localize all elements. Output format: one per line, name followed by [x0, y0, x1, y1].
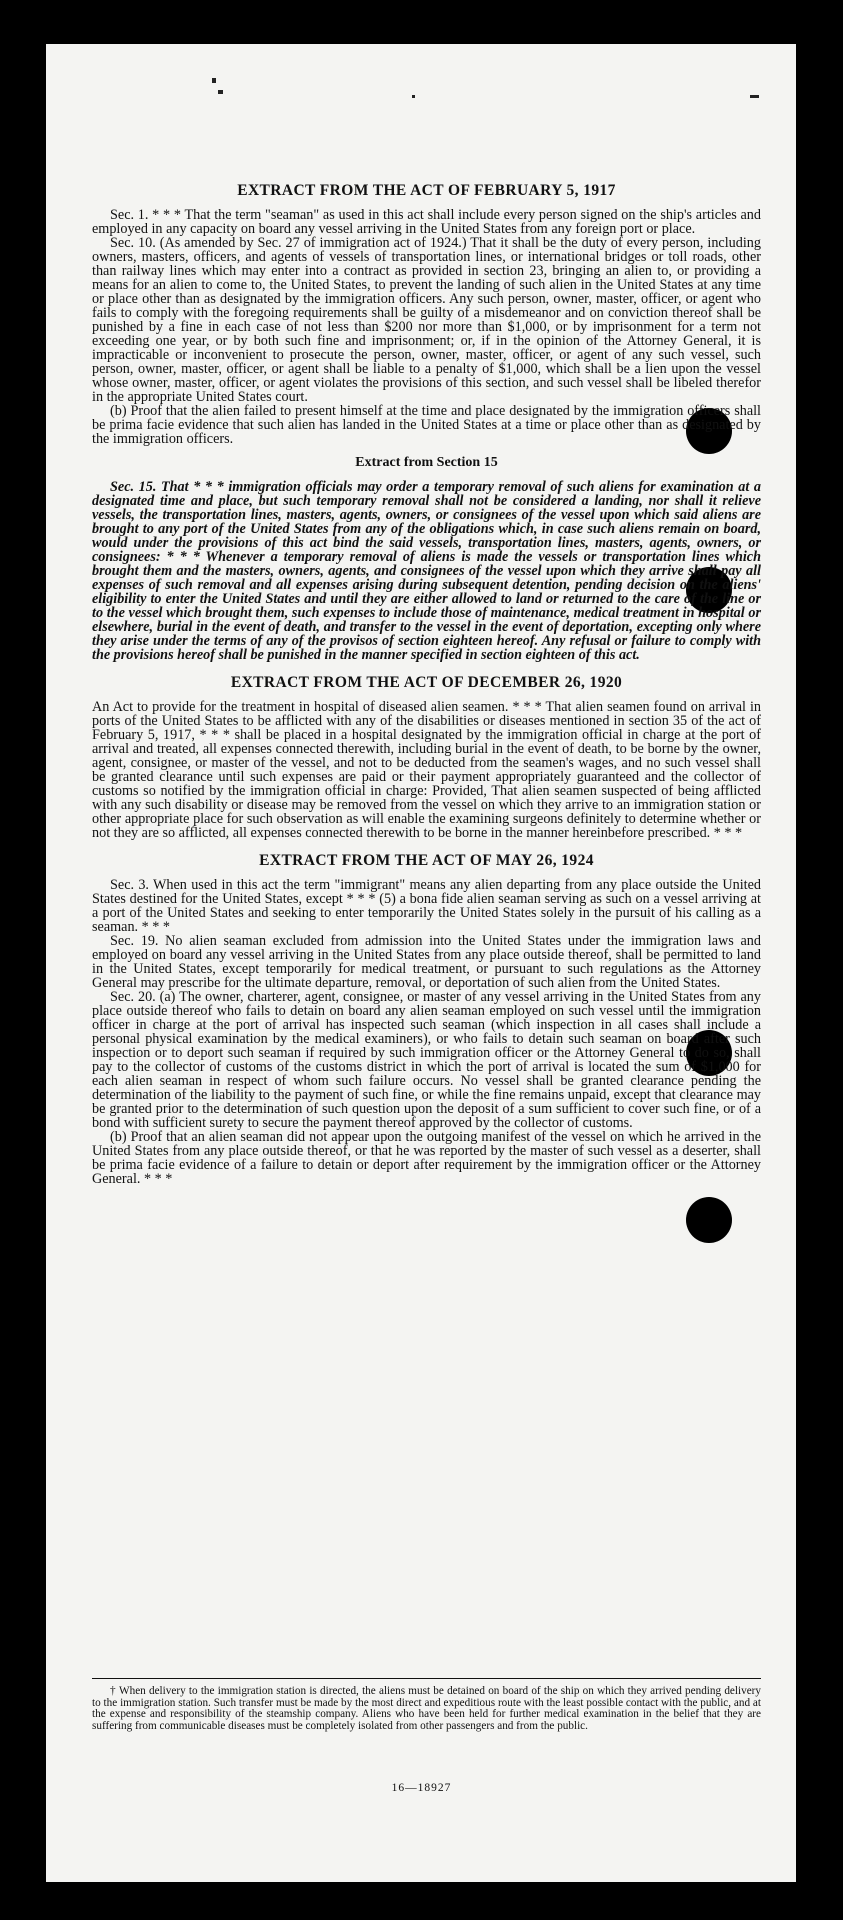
scan-speck: [412, 95, 415, 98]
act-1924-heading: EXTRACT FROM THE ACT OF MAY 26, 1924: [259, 852, 594, 869]
sec-1-paragraph: Sec. 1. * * * That the term "seaman" as used in this act shall include every person signed on the ship's articles and employed in any capacity on board any vessel arriving in the United States from any foreign port or place.: [92, 207, 761, 237]
sec-10-paragraph: Sec. 10. (As amended by Sec. 27 of immigration act of 1924.) That it shall be the duty of every person, including owners, masters, officers, and agents of vessels of transportation lines, or international bridges or toll roads, other than railway lines which may enter into a contract as provided in section 23, bringing an alien to, or providing a means for an alien to come to, the United States, to prevent the landing of such alien in the United States at any time or place other than as designated by the immigration officers. Any such person, owner, master, officer, or agent who fails to comply with the foregoing requirements shall be guilty of a misdemeanor and on conviction thereof shall be punished by a fine in each case of not less than $200 nor more than $1,000, or by imprisonment for a term not exceeding one year, or by both such fine and imprisonment; or, if in the opinion of the Attorney General, it is impracticable or inconvenient to prosecute the person, owner, master, officer, or agent of any such vessel, such person, owner, master, officer, or agent shall be liable to a penalty of $1,000, which shall be a lien upon the vessel whose owner, master, officer, or agent violates the provisions of this section, and such vessel shall be libeled therefor in the appropriate United States court.: [92, 235, 761, 405]
sec-19-paragraph: Sec. 19. No alien seaman excluded from admission into the United States under the immigration laws and employed on board any vessel arriving in the United States from any place outside thereof, shall be permitted to land in the United States, except temporarily for medical treatment, or pursuant to such regulations as the Attorney General may prescribe for the ultimate departure, removal, or deportation of such alien from the United States.: [92, 933, 761, 991]
scan-speck: [212, 78, 216, 83]
act-1917-heading: EXTRACT FROM THE ACT OF FEBRUARY 5, 1917: [237, 182, 616, 199]
sec-15-paragraph: Sec. 15. That * * * immigration officials may order a temporary removal of such aliens for examination at a designated time and place, but such temporary removal shall not be considered a landing, nor shall it relieve vessels, the transportation lines, masters, agents, owners, or consignees of the vessel upon which said aliens are brought to any port of the United States from any of the obligations which, in case such aliens remain on board, would under the provisions of this act bind the said vessels, transportation lines, masters, agents, owners, or consignees: * * * Whenever a temporary removal of aliens is made the vessels or transportation lines which brought them and the masters, owners, agents, and consignees of the vessel upon which they arrive shall pay all expenses of such removal and all expenses arising during subsequent detention, pending decision on the aliens' eligibility to enter the United States and until they are either allowed to land or returned to the care of the line or to the vessel which brought them, such expenses to include those of maintenance, medical treatment in hospital or elsewhere, burial in the event of death, and transfer to the vessel in the event of deportation, excepting only where they arise under the terms of any of the provisos of section eighteen hereof. Any refusal or failure to comply with the provisions hereof shall be punished in the manner specified in section eighteen of this act.: [92, 479, 761, 663]
footnote-divider: [92, 1678, 761, 1679]
document-body: [92, 184, 761, 1186]
scan-speck: [218, 90, 223, 94]
page-number: 16—18927: [391, 1782, 452, 1794]
section-15-heading: Extract from Section 15: [355, 455, 498, 470]
act-1920-heading: EXTRACT FROM THE ACT OF DECEMBER 26, 1920: [230, 674, 623, 691]
scan-speck: [750, 95, 759, 98]
sec-20-b-paragraph: (b) Proof that an alien seaman did not appear upon the outgoing manifest of the vessel on which he arrived in the United States from any place outside thereof, or that he was reported by the master of such vessel as a deserter, shall be prima facie evidence of a failure to detain or deport after requirement by the immigration officer or the Attorney General. * * *: [92, 1129, 761, 1187]
act-1920-paragraph: An Act to provide for the treatment in hospital of diseased alien seamen. * * * That alien seamen found on arrival in ports of the United States to be afflicted with any of the disabilities or diseases mentioned in section 35 of the act of February 5, 1917, * * * shall be placed in a hospital designated by the immigration official in charge at the port of arrival and treated, all expenses connected therewith, including burial in the event of death, to be borne by the owner, agent, consignee, or master of the vessel, and not to be deducted from the seamen's wages, and no such vessel shall be granted clearance until such expenses are paid or their payment appropriately guaranteed and the collector of customs so notified by the immigration official in charge: Provided, That alien seamen suspected of being afflicted with any such disability or disease may be removed from the vessel on which they arrive to an immigration station or other appropriate place for such observation as will enable the examining surgeons definitely to determine whether or not they are so afflicted, all expenses connected therewith to be borne in the manner hereinbefore prescribed. * * *: [92, 699, 761, 841]
sec-3-paragraph: Sec. 3. When used in this act the term "immigrant" means any alien departing from any place outside the United States destined for the United States, except * * * (5) a bona fide alien seaman serving as such on a vessel arriving at a port of the United States and seeking to enter temporarily the United States solely in the pursuit of his calling as a seaman. * * *: [92, 877, 761, 935]
sec-20-paragraph: Sec. 20. (a) The owner, charterer, agent, consignee, or master of any vessel arriving in the United States from any place outside thereof who fails to detain on board any alien seaman employed on such vessel until the immigration officer in charge at the port of arrival has inspected such seaman (which inspection in all cases shall include a personal physical examination by the medical examiners), or who fails to detain such seaman on board after such inspection or to deport such seaman if required by such immigration officer or the Attorney General to do so, shall pay to the collector of customs of the customs district in which the port of arrival is located the sum of $1,000 for each alien seaman in respect of whom such failure occurs. No vessel shall be granted clearance pending the determination of the liability to the payment of such fine, or while the fine remains unpaid, except that clearance may be granted prior to the determination of such question upon the deposit of a sum sufficient to cover such fine, or of a bond with sufficient surety to secure the payment thereof approved by the collector of customs.: [92, 989, 761, 1131]
sec-10-b-paragraph: (b) Proof that the alien failed to present himself at the time and place designated by the immigration officers shall be prima facie evidence that such alien has landed in the United States at a time or place other than as designated by the immigration officers.: [92, 403, 761, 447]
footnote: † When delivery to the immigration station is directed, the aliens must be detained on board of the ship on which they arrived pending delivery to the immigration station. Such transfer must be made by the most direct and expeditious route with the least possible contact with the public, and at the expense and responsibility of the steamship company. Aliens who have been held for further medical examination in the belief that they are suffering from communicable diseases must be completely isolated from other passengers and from the public.: [92, 1685, 761, 1732]
punch-hole: [686, 1197, 732, 1243]
